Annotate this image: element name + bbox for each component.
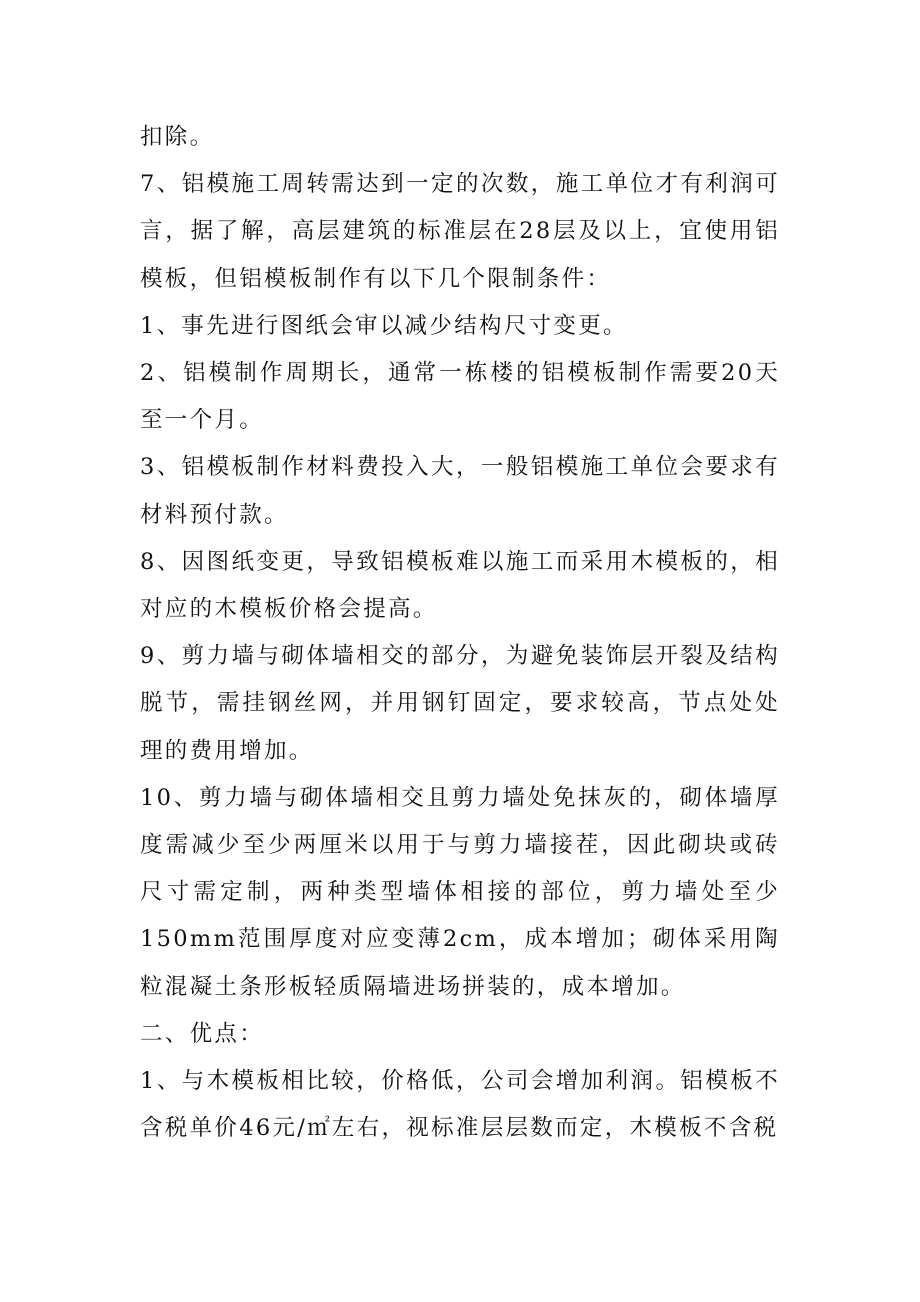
paragraph-condition-1: 1、事先进行图纸会审以减少结构尺寸变更。 — [140, 312, 628, 339]
paragraph-9-wall-junction: 9、剪力墙与砌体墙相交的部分，为避免装饰层开裂及结构脱节，需挂钢丝网，并用钢钉固定，要求较高，节点处处理的费用增加。 — [140, 643, 780, 764]
section-heading-advantages: 二、优点： — [140, 1020, 265, 1047]
paragraph-condition-2: 2、铝模制作周期长，通常一栋楼的铝模板制作需要20天至一个月。 — [140, 360, 780, 434]
paragraph-deduction-end: 扣除。 — [140, 124, 215, 150]
paragraph-advantage-1: 1、与木模板相比较，价格低，公司会增加利润。铝模板不含税单价46元/㎡左右，视标准层层数而定，木模板不含税 — [140, 1068, 780, 1142]
paragraph-8-drawing-change: 8、因图纸变更，导致铝模板难以施工而采用木模板的，相对应的木模板价格会提高。 — [140, 548, 780, 623]
paragraph-10-plaster-free: 10、剪力墙与砌体墙相交且剪力墙处免抹灰的，砌体墙厚度需减少至少两厘米以用于与剪力墙接茬，因此砌块或砖尺寸需定制，两种类型墙体相接的部位，剪力墙处至少150mm范围厚度对应变薄2cm，成本增加；砌体采用陶粒混凝土条形板轻质隔墙进场拼装的，成本增加。 — [140, 784, 780, 1000]
document-body — [140, 114, 780, 1152]
paragraph-7-turnover: 7、铝模施工周转需达到一定的次数，施工单位才有利润可言，据了解，高层建筑的标准层在28层及以上，宜使用铝模板，但铝模板制作有以下几个限制条件： — [140, 171, 780, 292]
paragraph-condition-3: 3、铝模板制作材料费投入大，一般铝模施工单位会要求有材料预付款。 — [140, 454, 780, 528]
